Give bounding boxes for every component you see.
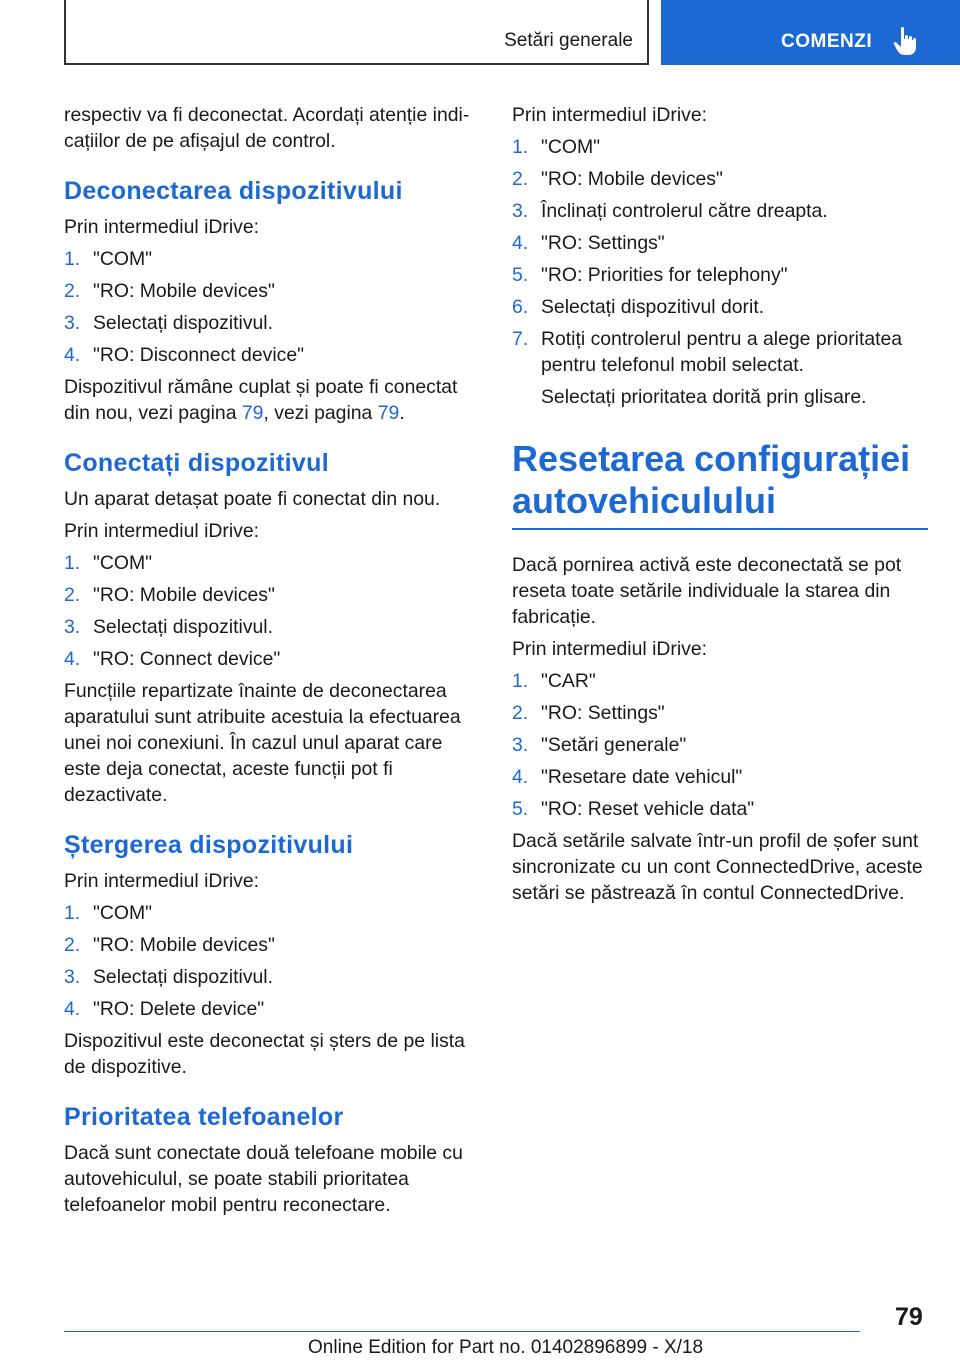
reset-steps (512, 668, 928, 822)
list-item: 1. "CAR" (512, 670, 596, 692)
connect-text: Un aparat detașat poate fi conectat din nou. (64, 488, 441, 510)
list-item: 5. "RO: Priorities for telephony" (512, 264, 788, 286)
list-item: 1. "COM" (64, 902, 153, 924)
list-item: 4. "RO: Disconnect device" (64, 344, 304, 366)
disconnect-lead: Prin intermediul iDrive: (64, 216, 260, 238)
delete-steps (64, 900, 476, 1022)
delete-lead: Prin intermediul iDrive: (64, 870, 260, 892)
priority-sub-note: Selectați prioritatea dorită prin glisare. (541, 386, 867, 408)
list-item: 3. Selectați dispozitivul. (64, 966, 273, 988)
disconnect-heading: Deconectarea dispozitivului (64, 177, 403, 205)
header-section-title: Setări generale (504, 30, 633, 51)
delete-note: Dispozitivul este deconectat și șters de pe lista de dispozitive. (64, 1030, 465, 1078)
header-chapter-tab[interactable] (661, 0, 960, 65)
right-column (512, 102, 928, 912)
disconnect-note: Dispozitivul rămâne cuplat și poate fi conectat din nou, vezi pagina 79, vezi pagina 79. (64, 376, 458, 424)
priority-heading: Prioritatea telefoanelor (64, 1103, 344, 1131)
footer-edition: Online Edition for Part no. 01402896899 - X/18 (308, 1337, 704, 1358)
list-item: 2. "RO: Mobile devices" (64, 280, 275, 302)
connect-heading: Conectați dispozitivul (64, 449, 329, 477)
list-item: 4. "RO: Settings" (512, 232, 665, 254)
connect-note: Funcțiile repartizate înainte de deconectarea aparatului sunt atribuite acestuia la efectuarea unei noi conexiuni. În cazul unul aparat care este deja conectat, aceste funcții pot fi dezactivate. (64, 680, 461, 806)
connect-steps (64, 550, 476, 672)
list-item: 3. Selectați dispozitivul. (64, 312, 273, 334)
list-item: 2. "RO: Settings" (512, 702, 665, 724)
page-link[interactable]: 79 (377, 402, 400, 424)
list-item: 4. "RO: Delete device" (64, 998, 265, 1020)
reset-lead: Prin intermediul iDrive: (512, 638, 708, 660)
list-item: 6. Selectați dispozitivul dorit. (512, 296, 765, 318)
page-link[interactable]: 79 (241, 402, 264, 424)
priority-text: Dacă sunt conectate două telefoane mobile cu autovehiculul, se poate stabili prioritatea telefoanelor mobil pentru reconectare. (64, 1142, 463, 1216)
list-item: 2. "RO: Mobile devices" (512, 168, 723, 190)
list-item: 1. "COM" (64, 248, 153, 270)
footer-divider (64, 1331, 860, 1332)
reset-text: Dacă pornirea activă este deconectată se pot reseta toate setările individuale la starea din fabricație. (512, 554, 902, 628)
list-item: 3. Înclinați controlerul către dreapta. (512, 200, 828, 222)
intro-text: respectiv va fi deconectat. Acordați atenție indicațiilor de pe afișajul de control. (64, 104, 470, 152)
left-column (64, 102, 476, 1224)
reset-note: Dacă setările salvate într-un profil de șofer sunt sincronizate cu un cont ConnectedDrive, aceste setări se păstrează în contul ConnectedDrive. (512, 830, 923, 904)
list-item: 4. "RO: Connect device" (64, 648, 281, 670)
list-item: 1. "COM" (64, 552, 153, 574)
list-item: 2. "RO: Mobile devices" (64, 584, 275, 606)
list-item: 4. "Resetare date vehicul" (512, 766, 743, 788)
header-section-box (64, 0, 649, 65)
disconnect-steps (64, 246, 476, 368)
priority-steps (512, 134, 928, 378)
list-item: 2. "RO: Mobile devices" (64, 934, 275, 956)
list-item: 1. "COM" (512, 136, 601, 158)
list-item: 7. Rotiți controlerul pentru a alege prioritatea pentru telefonul mobil selectat. (512, 328, 903, 376)
pointing-hand-icon (893, 26, 919, 56)
priority-lead: Prin intermediul iDrive: (512, 104, 708, 126)
reset-heading: Resetarea configurației autovehiculului (512, 438, 928, 530)
page-number: 79 (895, 1303, 923, 1331)
connect-lead: Prin intermediul iDrive: (64, 520, 260, 542)
list-item: 3. Selectați dispozitivul. (64, 616, 273, 638)
list-item: 5. "RO: Reset vehicle data" (512, 798, 755, 820)
delete-heading: Ștergerea dispozitivului (64, 831, 354, 859)
list-item: 3. "Setări generale" (512, 734, 687, 756)
header-chapter-label: COMENZI (781, 31, 873, 52)
